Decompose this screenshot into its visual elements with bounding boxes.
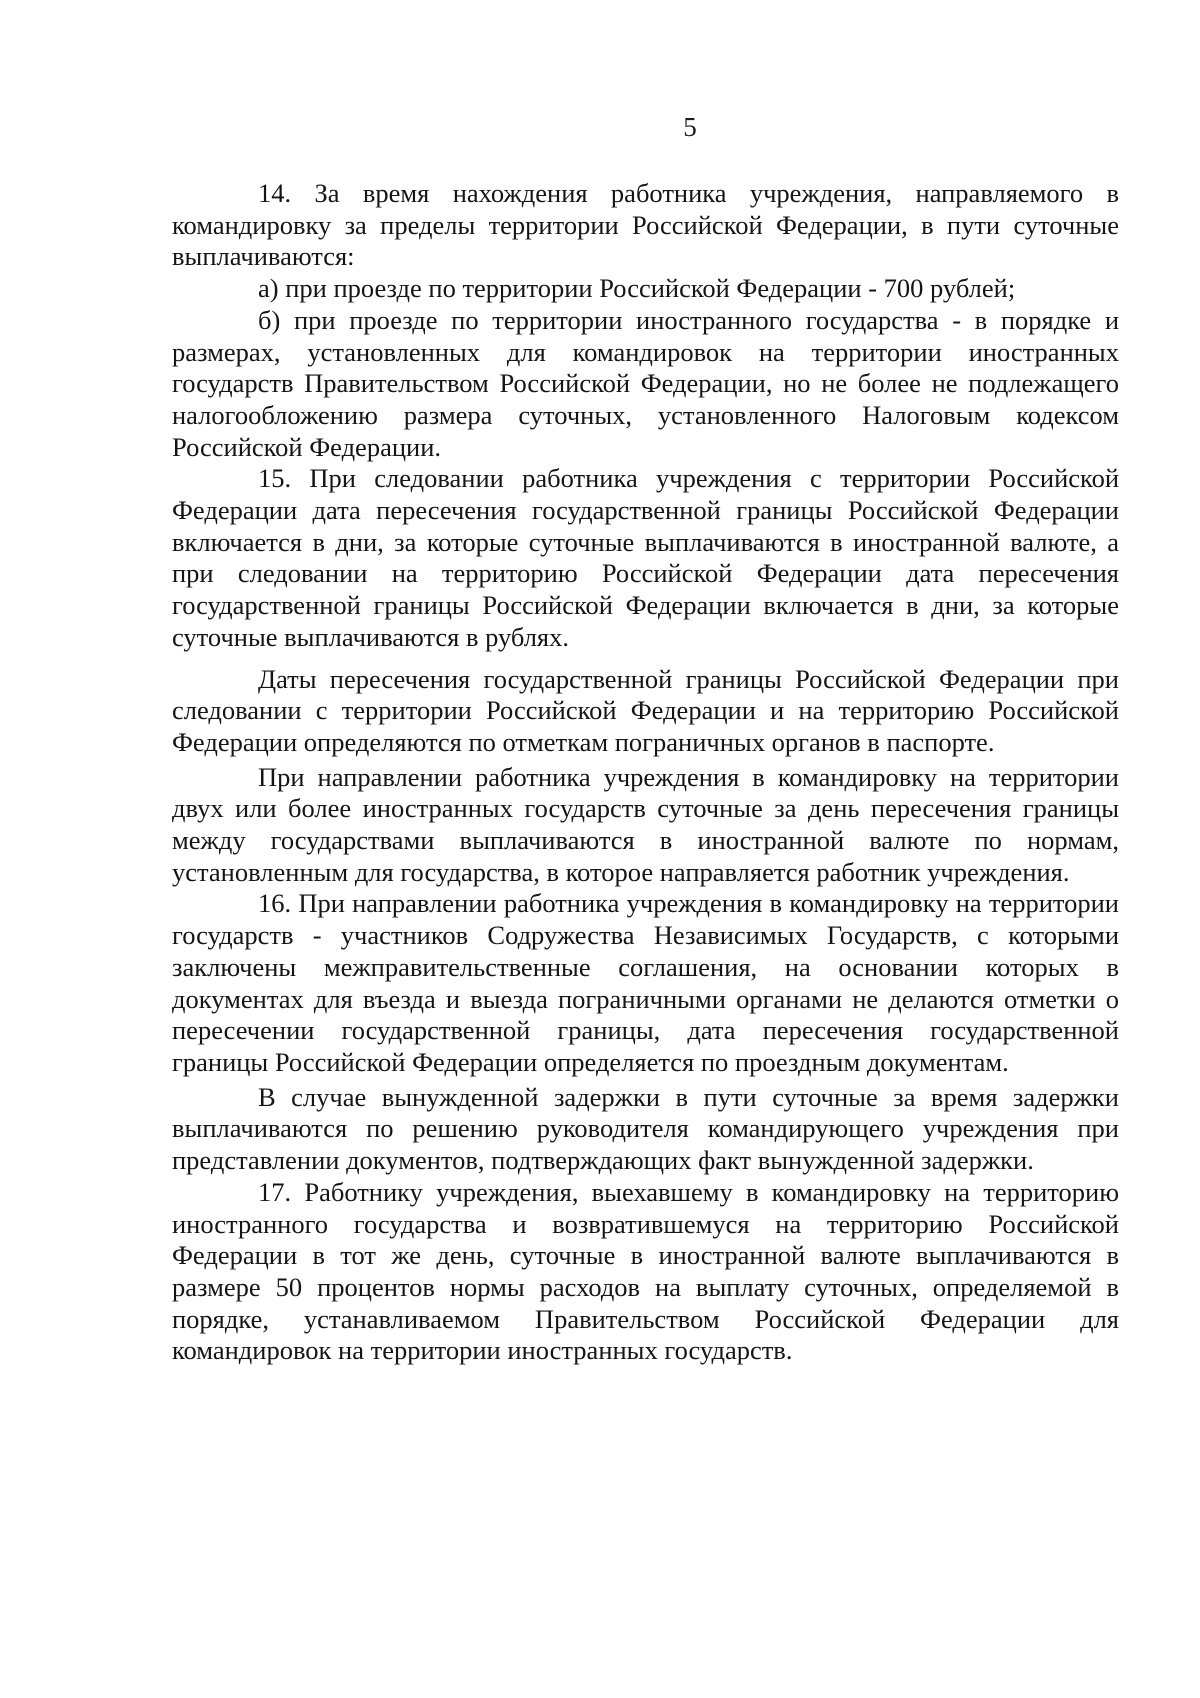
page-number: 5 (683, 112, 697, 142)
paragraph-14: 14. За время нахождения работника учреждения, направляемого в командировку за пределы территории Российской Федерации, в пути суточные выплачиваются: (172, 178, 1119, 272)
paragraph-14-b: б) при проезде по территории иностранного государства - в порядке и размерах, установленных для командировок на территории иностранных государств Правительством Российской Федерации, но не более не подлежащего налогообложению размера суточных, установленного Налоговым кодексом Российской Федерации. (172, 304, 1119, 462)
paragraph-16-delay: В случае вынужденной задержки в пути суточные за время задержки выплачиваются по решению руководителя командирующего учреждения при представлении документов, подтверждающих факт вынужденной задержки. (172, 1081, 1119, 1176)
paragraph-17: 17. Работнику учреждения, выехавшему в командировку на территорию иностранного государства и возвратившемуся на территорию Российской Федерации в тот же день, суточные в иностранной валюте выплачиваются в размере 50 процентов нормы расходов на выплату суточных, определяемой в порядке, устанавливаемом Правительством Российской Федерации для командировок на территории иностранных государств. (172, 1176, 1119, 1366)
paragraph-16: 16. При направлении работника учреждения в командировку на территории государств - участников Содружества Независимых Государств, с которыми заключены межправительственные соглашения, на основании которых в документах для въезда и выезда пограничными органами не делаются отметки о пересечении государственной границы, дата пересечения государственной границы Российской Федерации определяется по проездным документам. (172, 888, 1119, 1077)
paragraph-15-multiple-states: При направлении работника учреждения в командировку на территории двух или более иностранных государств суточные за день пересечения границы между государствами выплачиваются в иностранной валюте по нормам, установленным для государства, в которое направляется работник учреждения. (172, 761, 1119, 887)
paragraph-14-a: а) при проезде по территории Российской Федерации - 700 рублей; (258, 273, 1016, 304)
paragraph-15: 15. При следовании работника учреждения с территории Российской Федерации дата пересечения государственной границы Российской Федерации включается в дни, за которые суточные выплачиваются в иностранной валюте, а при следовании на территорию Российской Федерации дата пересечения государственной границы Российской Федерации включается в дни, за которые суточные выплачиваются в рублях. (172, 463, 1119, 652)
paragraph-15-dates: Даты пересечения государственной границы Российской Федерации при следовании с территории Российской Федерации и на территорию Российской Федерации определяются по отметкам пограничных органов в паспорте. (172, 663, 1119, 757)
document-body (172, 178, 1119, 1367)
